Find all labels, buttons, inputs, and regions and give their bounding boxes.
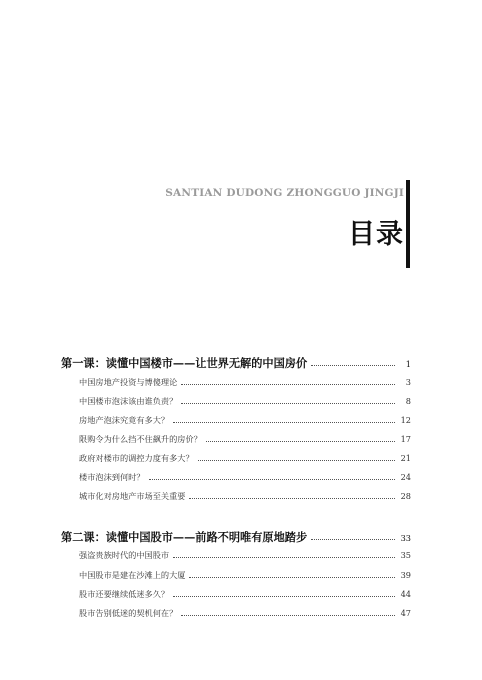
toc-section-row[interactable] <box>79 589 411 600</box>
toc-leader-dots <box>189 498 395 499</box>
toc-entry-label: 政府对楼市的调控力度有多大？ <box>79 453 194 463</box>
toc-leader-dots <box>181 384 395 385</box>
toc-chapter-row[interactable] <box>61 529 411 545</box>
toc-leader-dots <box>181 615 395 616</box>
toc-section-row[interactable] <box>79 550 411 561</box>
toc-page-number: 39 <box>400 570 411 580</box>
toc-page-number: 8 <box>405 396 411 406</box>
toc-leader-dots <box>206 441 395 442</box>
toc-entry-label: 中国楼市泡沫该由谁负责？ <box>79 396 178 406</box>
toc-page-number: 24 <box>400 472 411 482</box>
toc-entry-label: 房地产泡沫究竟有多大？ <box>79 415 170 425</box>
toc-page-number: 35 <box>400 550 411 560</box>
toc-leader-dots <box>173 557 395 558</box>
toc-entry-label: 中国股市是建在沙滩上的大厦 <box>79 570 186 580</box>
toc-leader-dots <box>311 365 395 366</box>
toc-entry-label: 强盗贵族时代的中国股市 <box>79 550 170 560</box>
toc-entry-label: 限购令为什么挡不住飙升的房价？ <box>79 434 202 444</box>
toc-leader-dots <box>311 539 395 540</box>
toc-page-number: 1 <box>405 359 411 369</box>
toc-entry-label: 股市还要继续低迷多久？ <box>79 589 170 599</box>
toc-leader-dots <box>189 577 395 578</box>
toc-section-row[interactable] <box>79 415 411 426</box>
toc-entry-label: 第一课：读懂中国楼市——让世界无解的中国房价 <box>61 356 308 370</box>
toc-leader-dots <box>181 403 395 404</box>
toc-page-number: 47 <box>400 608 411 618</box>
toc-page-number: 33 <box>400 533 411 543</box>
toc-section-row[interactable] <box>79 570 411 581</box>
toc-entry-label: 中国房地产投资与博傻理论 <box>79 377 178 387</box>
toc-entry-label: 城市化对房地产市场至关重要 <box>79 491 186 501</box>
toc-section-row[interactable] <box>79 472 411 483</box>
toc-leader-dots <box>149 479 395 480</box>
toc-page-number: 21 <box>400 453 411 463</box>
toc-page-number: 17 <box>400 434 411 444</box>
toc-page-number: 12 <box>400 415 411 425</box>
title-accent-bar <box>406 180 410 268</box>
page-title: 目录 <box>348 219 404 250</box>
toc-entry-label: 股市告别低迷的契机何在？ <box>79 608 178 618</box>
toc-section-row[interactable] <box>79 491 411 502</box>
toc-header <box>0 0 482 280</box>
toc-chapter-row[interactable] <box>61 355 411 371</box>
book-subtitle-pinyin: SANTIAN DUDONG ZHONGGUO JINGJI <box>165 187 404 199</box>
toc-leader-dots <box>173 422 395 423</box>
toc-page-number: 44 <box>400 589 411 599</box>
toc-leader-dots <box>173 596 395 597</box>
toc-section-row[interactable] <box>79 608 411 619</box>
toc-entry-label: 楼市泡沫到何时？ <box>79 472 145 482</box>
toc-page-number: 3 <box>405 377 411 387</box>
toc-section-row[interactable] <box>79 453 411 464</box>
toc-leader-dots <box>198 460 395 461</box>
toc-entry-label: 第二课：读懂中国股市——前路不明唯有原地踏步 <box>61 530 308 544</box>
toc-section-row[interactable] <box>79 377 411 388</box>
toc-section-row[interactable] <box>79 396 411 407</box>
toc-section-row[interactable] <box>79 434 411 445</box>
toc-page-number: 28 <box>400 491 411 501</box>
